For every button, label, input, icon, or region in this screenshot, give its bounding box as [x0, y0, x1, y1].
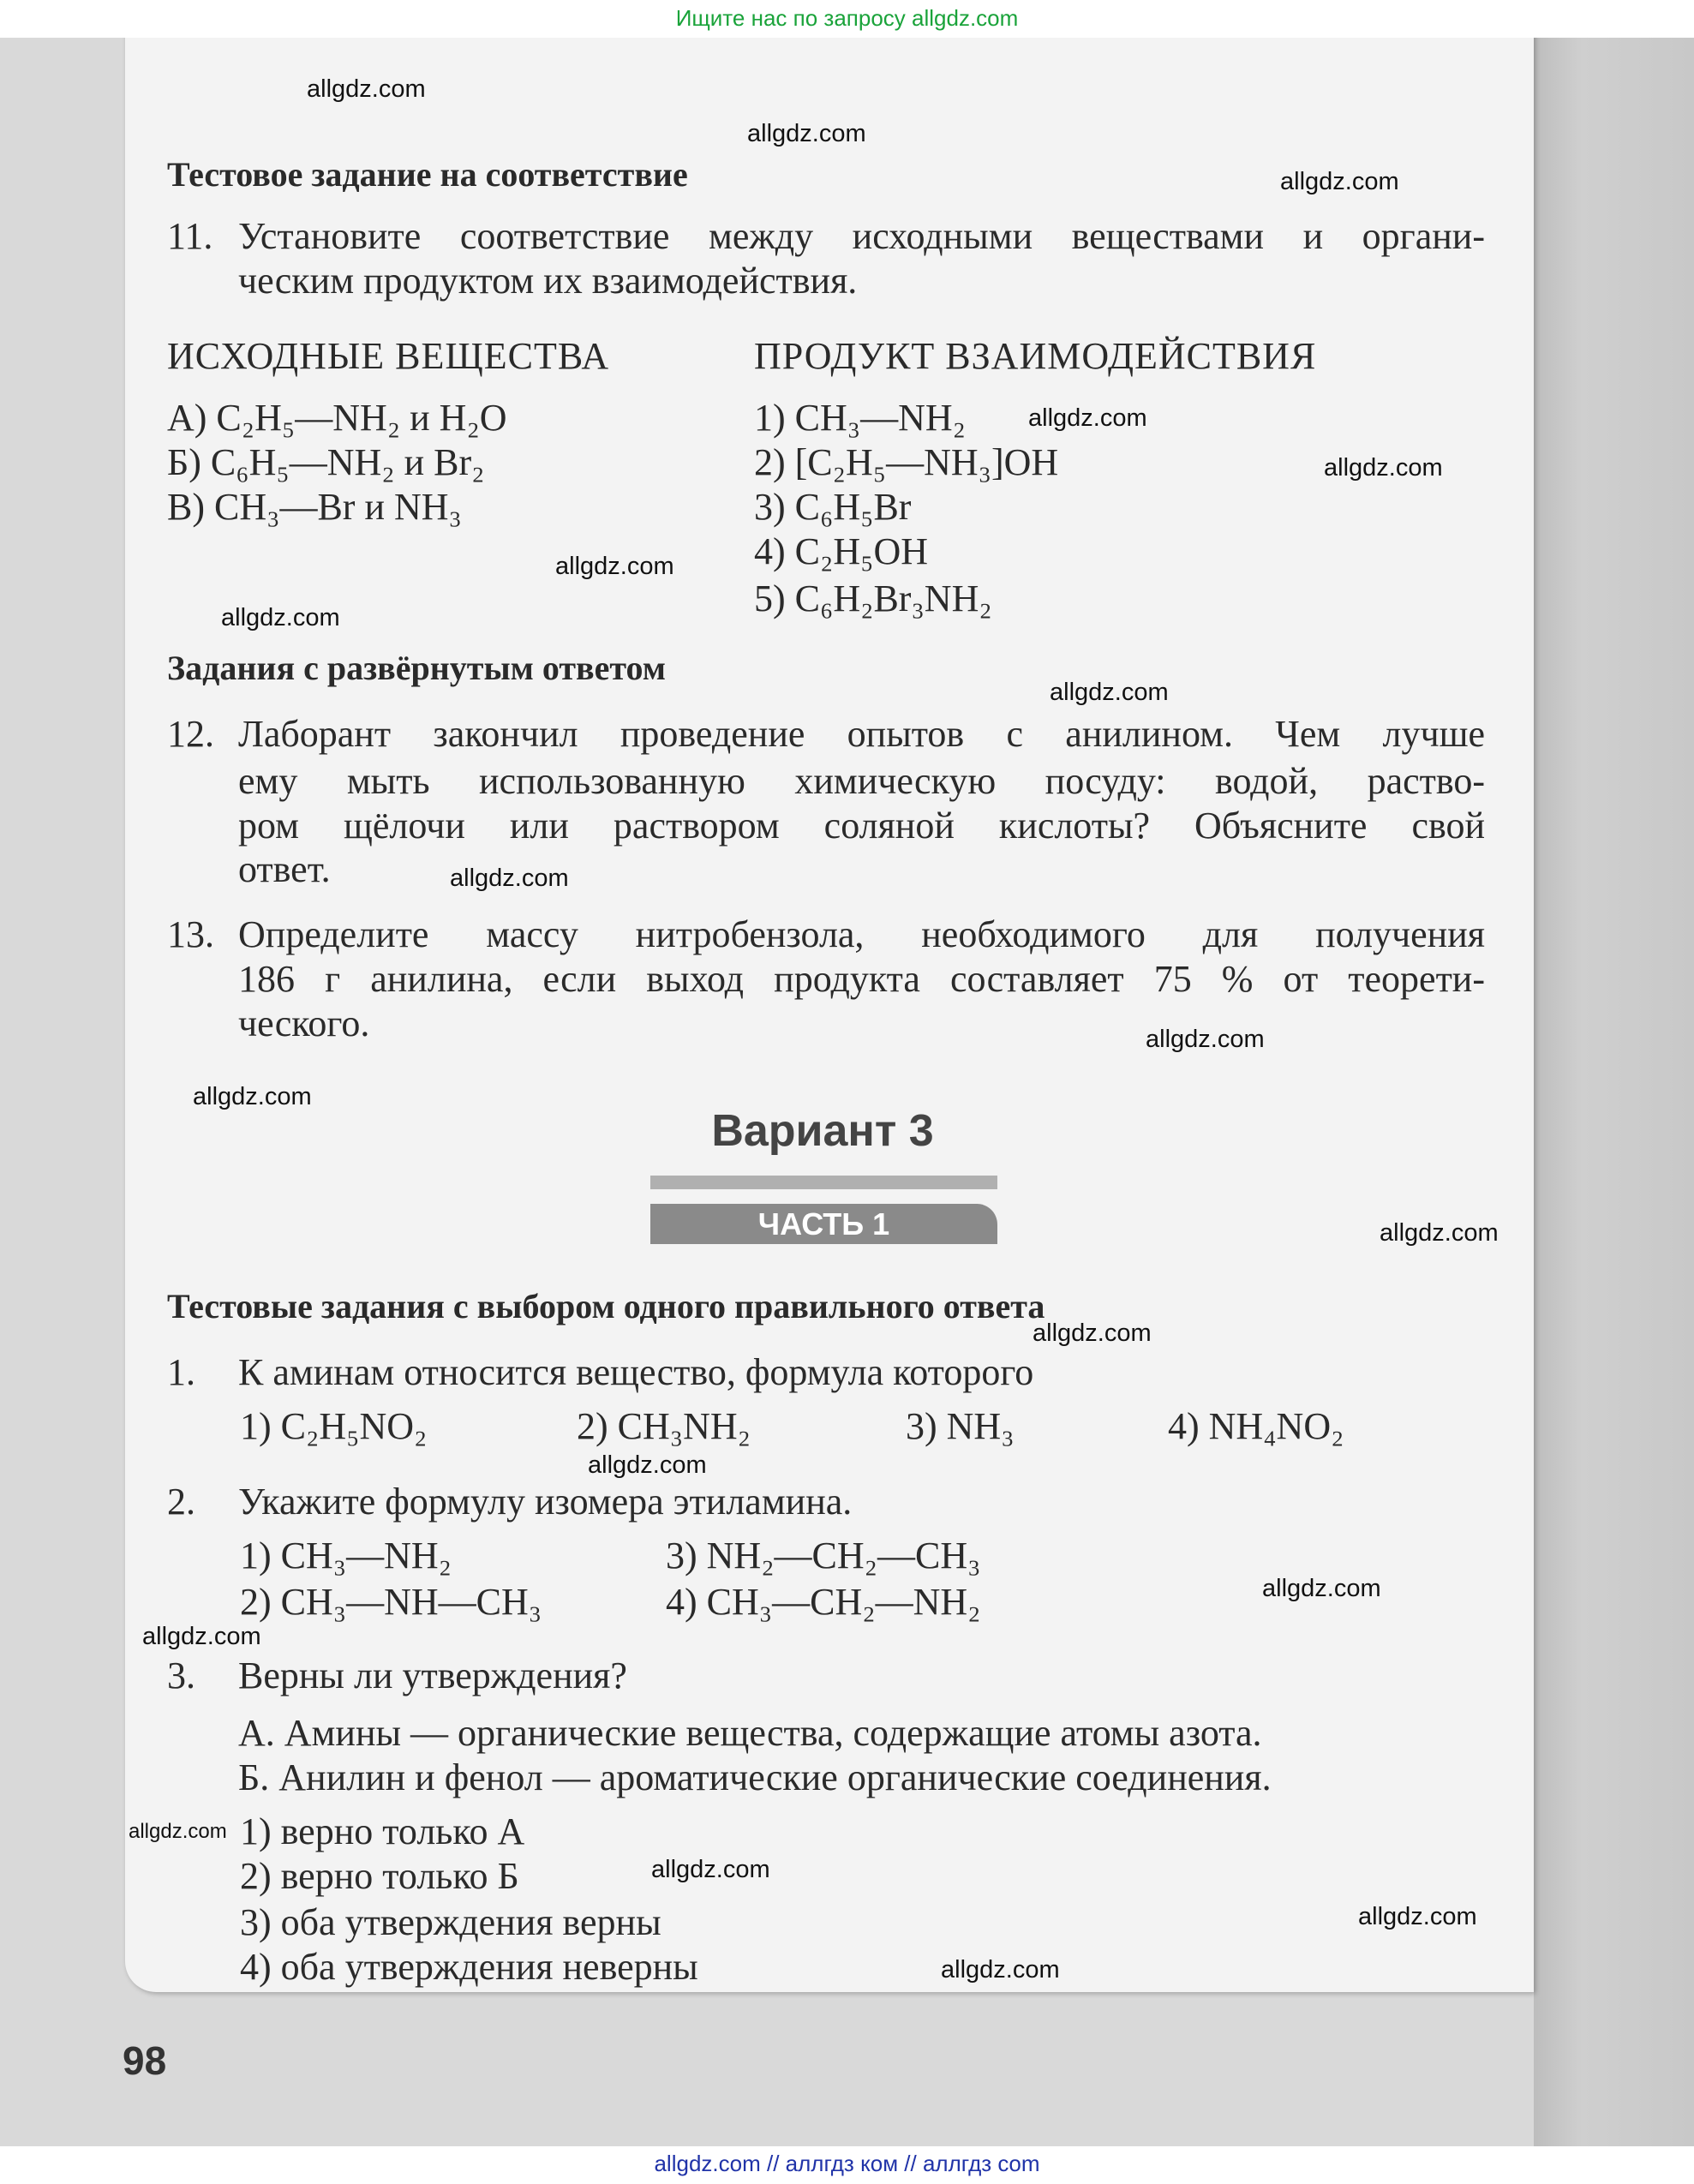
q13-line: 186 г анилина, если выход продукта составляет 75 % от теорети-	[238, 958, 1485, 1000]
q2-number: 2.	[167, 1481, 195, 1523]
watermark: allgdz.com	[588, 1451, 707, 1479]
q1-option: 3) NH₃	[906, 1405, 1015, 1447]
watermark: allgdz.com	[1262, 1575, 1381, 1602]
q12-number: 12.	[167, 713, 214, 755]
reactant-b: Б) C₆H₅—NH₂ и Br₂	[167, 441, 485, 483]
watermark: allgdz.com	[1033, 1319, 1152, 1347]
q12-line: ему мыть использованную химическую посуду: водой, раство-	[238, 760, 1485, 802]
q3-text: Верны ли утверждения?	[238, 1654, 627, 1696]
q1-option: 1) C₂H₅NO₂	[240, 1405, 428, 1447]
q11-line2: ческим продуктом их взаимодействия.	[238, 260, 858, 302]
q2-option: 4) CH₃—CH₂—NH₂	[666, 1581, 981, 1623]
q13-line: ческого.	[238, 1002, 370, 1044]
product-5: 5) C₆H₂Br₃NH₂	[754, 577, 992, 619]
q11-number: 11.	[167, 215, 213, 257]
watermark: allgdz.com	[651, 1856, 770, 1883]
q1-number: 1.	[167, 1351, 195, 1393]
watermark: allgdz.com	[747, 120, 866, 147]
q2-option: 3) NH₂—CH₂—CH₃	[666, 1535, 981, 1577]
watermark: allgdz.com	[1028, 404, 1147, 432]
product-1: 1) CH₃—NH₂	[754, 397, 967, 439]
q1-option: 4) NH₄NO₂	[1168, 1405, 1344, 1447]
q3-statement-b: Б. Анилин и фенол — ароматические органические соединения.	[238, 1756, 1272, 1798]
watermark: allgdz.com	[129, 1820, 227, 1843]
reactant-c: В) CH₃—Br и NH₃	[167, 486, 462, 528]
section-heading-open: Задания с развёрнутым ответом	[167, 649, 667, 687]
part-badge: ЧАСТЬ 1	[650, 1204, 997, 1244]
q3-option: 4) оба утверждения неверны	[240, 1946, 698, 1988]
q12-line: ответ.	[238, 848, 331, 890]
section-heading-choice: Тестовые задания с выбором одного правильного ответа	[167, 1287, 1045, 1325]
q3-option: 1) верно только А	[240, 1810, 525, 1852]
watermark: allgdz.com	[941, 1956, 1060, 1984]
product-3: 3) C₆H₅Br	[754, 486, 912, 528]
watermark: allgdz.com	[221, 604, 340, 631]
q3-option: 3) оба утверждения верны	[240, 1901, 661, 1943]
watermark: allgdz.com	[142, 1623, 261, 1650]
q2-option: 1) CH₃—NH₂	[240, 1535, 452, 1577]
watermark: allgdz.com	[193, 1083, 312, 1110]
bottom-banner[interactable]: allgdz.com // аллгдз ком // аллгдз com	[654, 2151, 1040, 2176]
q11-line1: Установите соответствие между исходными веществами и органи-	[238, 215, 1485, 257]
right-column-header: ПРОДУКТ ВЗАИМОДЕЙСТВИЯ	[754, 335, 1317, 377]
top-banner[interactable]: Ищите нас по запросу allgdz.com	[675, 5, 1019, 31]
page-number: 98	[123, 2038, 167, 2083]
q2-option: 2) CH₃—NH—CH₃	[240, 1581, 542, 1623]
q13-number: 13.	[167, 913, 214, 955]
q12-line: ром щёлочи или раствором соляной кислоты? Объясните свой	[238, 805, 1485, 847]
left-column-header: ИСХОДНЫЕ ВЕЩЕСТВА	[167, 335, 610, 377]
q3-number: 3.	[167, 1654, 195, 1696]
q12-line: Лаборант закончил проведение опытов с анилином. Чем лучше	[238, 713, 1485, 755]
q3-option: 2) верно только Б	[240, 1855, 519, 1897]
reactant-a: А) C₂H₅—NH₂ и H₂O	[167, 397, 507, 439]
badge-decoration	[650, 1176, 997, 1189]
q3-statement-a: А. Амины — органические вещества, содержащие атомы азота.	[238, 1712, 1262, 1754]
watermark: allgdz.com	[1324, 454, 1443, 482]
page-spine-shadow	[1534, 0, 1694, 2184]
section-heading-match: Тестовое задание на соответствие	[167, 155, 688, 194]
variant-title: Вариант 3	[711, 1106, 934, 1156]
watermark: allgdz.com	[1050, 679, 1169, 706]
q2-text: Укажите формулу изомера этиламина.	[238, 1481, 853, 1523]
product-2: 2) [C₂H₅—NH₃]OH	[754, 441, 1059, 483]
watermark: allgdz.com	[555, 553, 674, 580]
watermark: allgdz.com	[1146, 1026, 1265, 1053]
watermark: allgdz.com	[450, 865, 569, 892]
q13-line: Определите массу нитробензола, необходимого для получения	[238, 913, 1485, 955]
watermark: allgdz.com	[307, 75, 426, 103]
watermark: allgdz.com	[1280, 168, 1399, 195]
q1-option: 2) CH₃NH₂	[577, 1405, 751, 1447]
watermark: allgdz.com	[1380, 1219, 1499, 1247]
watermark: allgdz.com	[1358, 1903, 1477, 1930]
q1-text: К аминам относится вещество, формула которого	[238, 1351, 1034, 1393]
product-4: 4) C₂H₅OH	[754, 530, 929, 572]
